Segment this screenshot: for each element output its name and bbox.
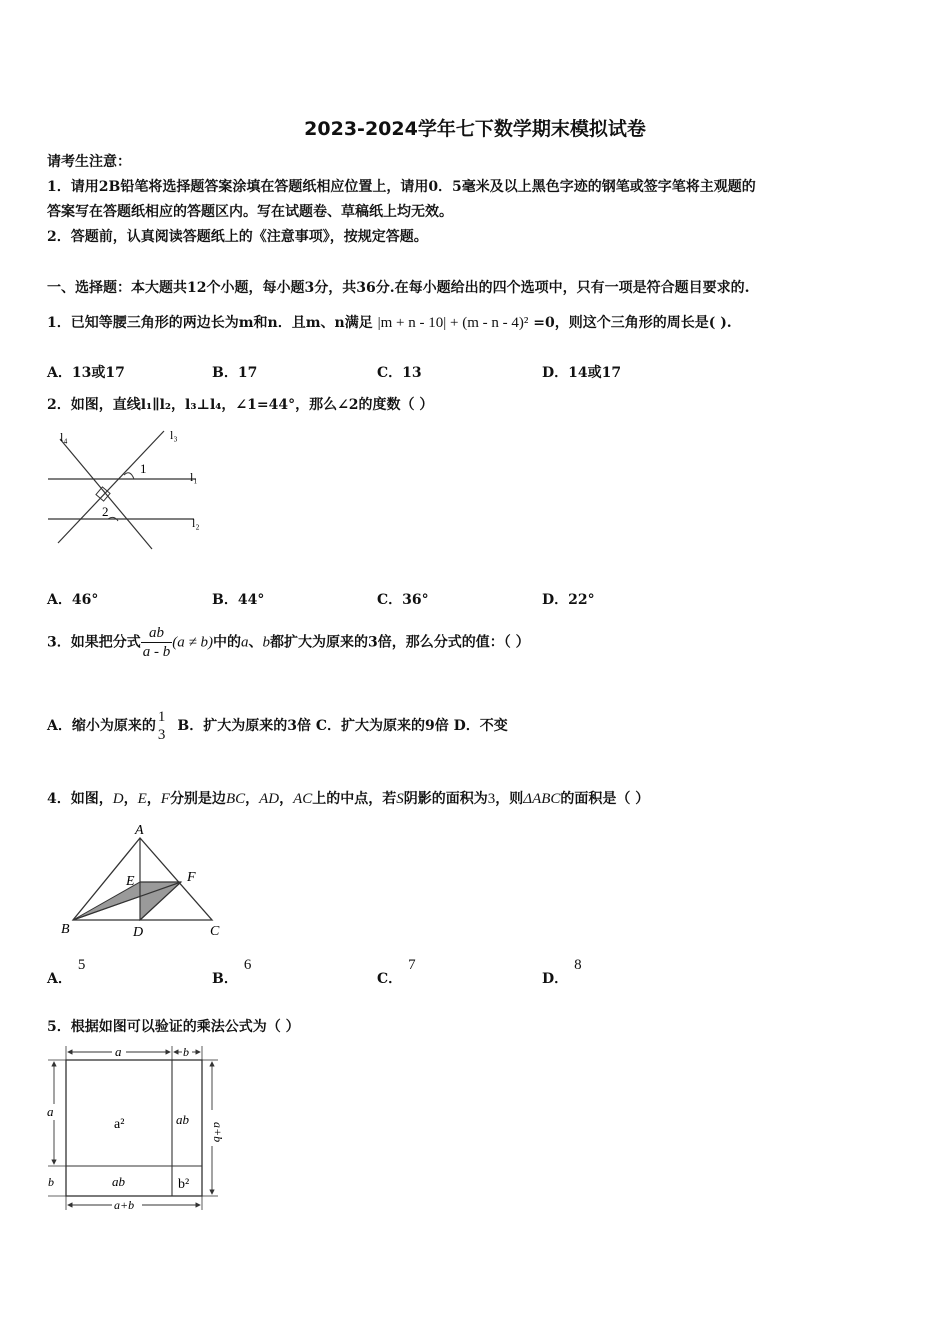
q1-pre: 1．已知等腰三角形的两边长为m和n．且m、n满足 bbox=[47, 315, 373, 331]
q2-stem: 2．如图，直线l₁∥l₂，l₃⊥l₄，∠1=44°，那么∠2的度数（ ） bbox=[47, 397, 434, 413]
q3-options-bcd[interactable]: B．扩大为原来的3倍 C．扩大为原来的9倍 D．不变 bbox=[177, 718, 508, 734]
q4-mid1: 分别是边 bbox=[169, 791, 226, 807]
dim-a-left: a bbox=[47, 1104, 54, 1119]
q2-option-a[interactable]: A．46° bbox=[47, 592, 99, 608]
q4-triangle: ΔABC bbox=[523, 791, 561, 807]
q4-option-b[interactable] bbox=[212, 957, 252, 988]
vertex-d: D bbox=[133, 925, 144, 940]
q4-value-3: 3 bbox=[487, 791, 496, 807]
q4-option-c-label: C． bbox=[377, 971, 403, 987]
q2-figure bbox=[44, 425, 214, 555]
area-ab-right: ab bbox=[176, 1112, 189, 1127]
outer-square bbox=[66, 1060, 202, 1196]
vertex-c: C bbox=[210, 924, 220, 939]
q1-option-b[interactable]: B．17 bbox=[212, 365, 258, 381]
q4-stem bbox=[47, 790, 649, 808]
section-heading: 一、选择题：本大题共12个小题，每小题3分，共36分.在每小题给出的四个选项中，只有一项是符合题目要求的. bbox=[47, 280, 750, 296]
label-l1: l₁ bbox=[190, 470, 198, 484]
q2-option-c[interactable]: C．36° bbox=[377, 592, 429, 608]
q4-post: 的面积是（ ） bbox=[560, 791, 650, 807]
q4-mid3: 阴影的面积为 bbox=[403, 791, 488, 807]
label-l2: l₂ bbox=[192, 516, 200, 530]
q2-option-d[interactable]: D．22° bbox=[542, 592, 595, 608]
q4-seg-bc: BC bbox=[225, 791, 246, 807]
q4-mid4: ，则 bbox=[495, 791, 524, 807]
area-ab-bottom: ab bbox=[112, 1174, 125, 1189]
label-l4: l₄ bbox=[60, 430, 68, 444]
q3-pre: 3．如果把分式 bbox=[47, 634, 141, 651]
q4-figure bbox=[58, 820, 228, 940]
q3-post: 都扩大为原来的3倍，那么分式的值：（ ） bbox=[269, 634, 530, 651]
q4-comma-1: ， bbox=[123, 791, 138, 807]
area-b-squared: b² bbox=[178, 1177, 190, 1192]
q2-option-b[interactable]: B．44° bbox=[212, 592, 265, 608]
q1-stem bbox=[47, 314, 732, 332]
q3-var-b: b bbox=[262, 634, 270, 651]
q4-comma-2: ， bbox=[146, 791, 161, 807]
dim-b-left: b bbox=[48, 1175, 54, 1189]
notice-heading: 请考生注意： bbox=[47, 154, 131, 170]
q5-figure bbox=[42, 1042, 232, 1214]
q4-option-c-value: 7 bbox=[408, 957, 416, 973]
notice-line-1a: 1．请用2B铅笔将选择题答案涂填在答题纸相应位置上，请用0．5毫米及以上黑色字迹的钢笔或签字笔将主观题的 bbox=[47, 179, 756, 195]
q3-option-a[interactable]: A．缩小为原来的 bbox=[47, 718, 156, 734]
q4-option-a[interactable] bbox=[47, 957, 86, 988]
label-l3: l₃ bbox=[170, 428, 178, 442]
q4-pre: 4．如图， bbox=[47, 791, 113, 807]
page-title: 2023-2024学年七下数学期末模拟试卷 bbox=[304, 118, 646, 140]
dim-aplusb-right: a+b bbox=[211, 1122, 225, 1143]
q4-option-c[interactable] bbox=[377, 957, 416, 988]
line-l4 bbox=[60, 439, 152, 549]
q4-option-b-value: 6 bbox=[243, 957, 252, 973]
dim-a-top: a bbox=[115, 1044, 122, 1059]
vertex-b: B bbox=[61, 922, 70, 937]
q4-comma-3: ， bbox=[245, 791, 260, 807]
q1-post: =0，则这个三角形的周长是( ). bbox=[533, 315, 732, 331]
q3-fraction bbox=[141, 624, 173, 661]
angle-1-arc bbox=[124, 473, 134, 479]
q1-option-c[interactable]: C．13 bbox=[377, 365, 422, 381]
q3-option-a-fraction bbox=[156, 708, 168, 744]
q4-option-d[interactable] bbox=[542, 957, 582, 988]
q4-comma-4: ， bbox=[279, 791, 294, 807]
q3-option-a-num: 1 bbox=[157, 709, 166, 725]
q3-var-a: a bbox=[240, 634, 249, 651]
q3-stem bbox=[47, 624, 530, 661]
q4-option-d-value: 8 bbox=[574, 957, 582, 973]
q3-separator: 、 bbox=[248, 634, 263, 651]
q4-seg-ac: AC bbox=[293, 791, 313, 807]
q3-condition: (a ≠ b) bbox=[172, 634, 213, 651]
notice-line-2: 2．答题前，认真阅读答题纸上的《注意事项》，按规定答题。 bbox=[47, 229, 428, 245]
q4-mid2: 上的中点，若 bbox=[312, 791, 397, 807]
q4-option-a-label: A． bbox=[47, 971, 72, 987]
q4-var-e: E bbox=[137, 791, 147, 807]
q1-option-a[interactable]: A．13或17 bbox=[47, 365, 125, 381]
q4-option-d-label: D． bbox=[542, 971, 569, 987]
q3-denominator: a - b bbox=[142, 644, 171, 660]
q4-seg-ad: AD bbox=[259, 791, 280, 807]
q5-stem: 5．根据如图可以验证的乘法公式为（ ） bbox=[47, 1019, 300, 1035]
q4-var-d: D bbox=[112, 791, 124, 807]
q4-var-f: F bbox=[160, 791, 170, 807]
vertex-e: E bbox=[126, 874, 135, 889]
vertex-a: A bbox=[135, 823, 144, 838]
q4-var-s: S bbox=[396, 791, 404, 807]
q3-options bbox=[47, 708, 508, 744]
label-angle-2: 2 bbox=[102, 504, 109, 519]
dim-b-top: b bbox=[183, 1045, 189, 1059]
right-angle-mark bbox=[96, 487, 110, 501]
q4-option-a-value: 5 bbox=[77, 957, 86, 973]
label-angle-1: 1 bbox=[140, 461, 147, 476]
dim-aplusb-bottom: a+b bbox=[114, 1198, 135, 1212]
area-a-squared: a² bbox=[114, 1117, 125, 1132]
vertex-f: F bbox=[187, 870, 196, 885]
line-l3 bbox=[58, 431, 164, 543]
q1-expression: |m + n - 10| + (m - n - 4)² bbox=[377, 315, 529, 331]
q3-mid: 中的 bbox=[212, 634, 241, 651]
q3-numerator: ab bbox=[141, 624, 173, 643]
q1-option-d[interactable]: D．14或17 bbox=[542, 365, 622, 381]
notice-line-1b: 答案写在答题纸相应的答题区内。写在试题卷、草稿纸上均无效。 bbox=[47, 204, 453, 220]
q4-option-b-label: B． bbox=[212, 971, 238, 987]
q3-option-a-den: 3 bbox=[157, 727, 166, 743]
